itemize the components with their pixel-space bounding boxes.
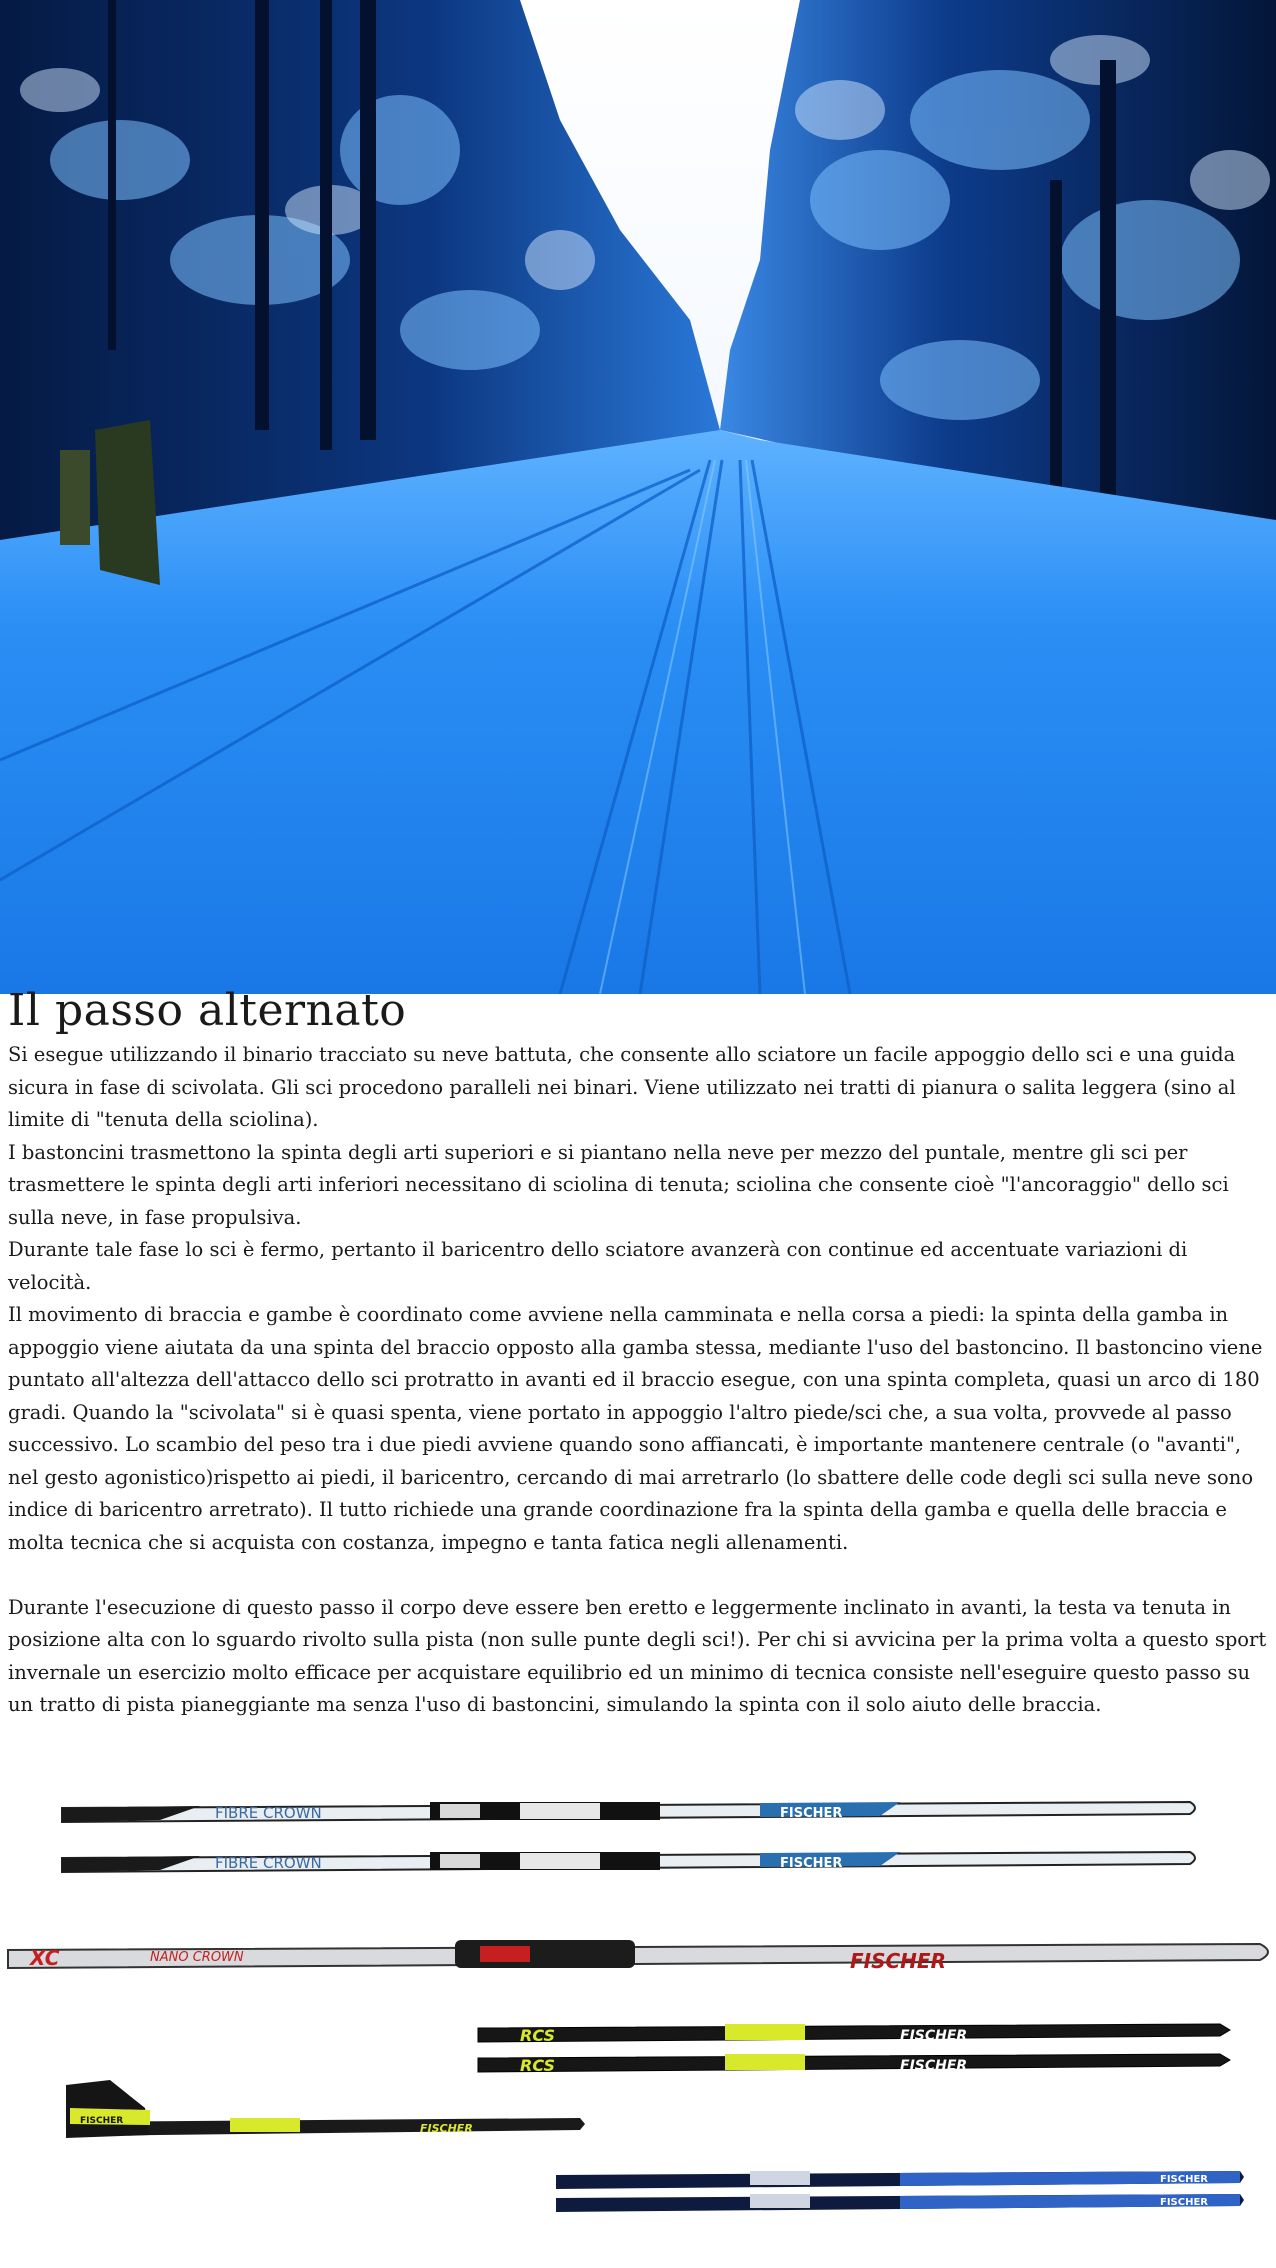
ski-pair-blue bbox=[556, 2171, 1244, 2212]
ski-pair2-brand-label-b: FISCHER bbox=[900, 2058, 968, 2074]
ski-with-boot bbox=[66, 2080, 585, 2138]
ski-pair3-brand-label-a: FISCHER bbox=[1160, 2174, 1208, 2185]
paragraph-gap bbox=[8, 1559, 1270, 1592]
hero-photo-snowy-trail bbox=[0, 0, 1276, 994]
ski-single-model-label: XC bbox=[30, 1946, 60, 1970]
ski-pair2-model-label-b: RCS bbox=[520, 2056, 556, 2075]
paragraph-2: I bastoncini trasmettono la spinta degli arti superiori e si piantano nella neve per mezzo del puntale, mentre gli sci per trasmettere le spinta degli arti inferiori necessitano di sciolina di tenuta; sciolina che consente cioè "l'ancoraggio" dello sci sulla neve, in fase propulsiva. bbox=[8, 1140, 1229, 1229]
ski-boot-brand-label: FISCHER bbox=[420, 2122, 473, 2135]
article-body bbox=[8, 1039, 1270, 1722]
paragraph-1: Si esegue utilizzando il binario tracciato su neve battuta, che consente allo sciatore un facile appoggio dello sci e una guida sicura in fase di scivolata. Gli sci procedono paralleli nei binari. Viene utilizzato nei tratti di pianura o salita leggera (sino al limite di "tenuta della sciolina). bbox=[8, 1043, 1236, 1131]
paragraph-5: Durante l'esecuzione di questo passo il corpo deve essere ben eretto e leggermente inclinato in avanti, la testa va tenuta in posizione alta con lo sguardo rivolto sulla pista (non sulle punte degli sci!). Per chi si avvicina per la prima volta a questo sport invernale un esercizio molto efficace per acquistare equilibrio ed un minimo di tecnica consiste nell'eseguire questo passo su un tratto di pista pianeggiante ma senza l'uso di bastoncini, simulando la spinta con il solo aiuto delle braccia. bbox=[8, 1595, 1267, 1716]
ski-pair1-model-label-b: FIBRE CROWN bbox=[215, 1854, 322, 1872]
ski-single-brand-label: FISCHER bbox=[850, 1949, 946, 1973]
boot-brand-label: FISCHER bbox=[80, 2116, 124, 2126]
ski-pair2-brand-label-a: FISCHER bbox=[900, 2028, 968, 2044]
ski-products-image bbox=[0, 1790, 1276, 2268]
ski-pair-rcs bbox=[478, 2024, 1230, 2075]
paragraph-4: Il movimento di braccia e gambe è coordinato come avviene nella camminata e nella corsa a piedi: la spinta della gamba in appoggio viene aiutata da una spinta del braccio opposto alla gamba stessa, mediante l'uso del bastoncino. Il bastoncino viene puntato all'altezza dell'attacco dello sci protratto in avanti ed il braccio esegue, con una spinta completa, quasi un arco di 180 gradi. Quando la "scivolata" si è quasi spenta, viene portato in appoggio l'altro piede/sci che, a sua volta, provvede al passo successivo. Lo scambio del peso tra i due piedi avviene quando sono affiancati, è importante mantenere centrale (o "avanti", nel gesto agonistico)rispetto ai piedi, il baricentro, cercando di mai arretrarlo (lo sbattere delle code degli sci sulla neve sono indice di baricentro arretrato). Il tutto richiede una grande coordinazione fra la spinta della gamba e quella delle braccia e molta tecnica che si acquista con costanza, impegno e tanta fatica negli allenamenti. bbox=[8, 1303, 1263, 1554]
ski-single-sub-label: NANO CROWN bbox=[150, 1950, 244, 1965]
ski-pair1-model-label-a: FIBRE CROWN bbox=[215, 1804, 322, 1822]
ski-single-xc-nano-crown bbox=[8, 1940, 1268, 1973]
ski-pair3-brand-label-b: FISCHER bbox=[1160, 2197, 1208, 2208]
ski-pair-fibre-crown bbox=[62, 1802, 1195, 1872]
paragraph-3: Durante tale fase lo sci è fermo, pertanto il baricentro dello sciatore avanzerà con continue ed accentuate variazioni di velocità. bbox=[8, 1238, 1188, 1294]
ski-pair2-model-label-a: RCS bbox=[520, 2026, 556, 2045]
ski-pair1-brand-label-a: FISCHER bbox=[780, 1806, 843, 1821]
ski-pair1-brand-label-b: FISCHER bbox=[780, 1856, 843, 1871]
article-title: Il passo alternato bbox=[8, 985, 407, 1036]
